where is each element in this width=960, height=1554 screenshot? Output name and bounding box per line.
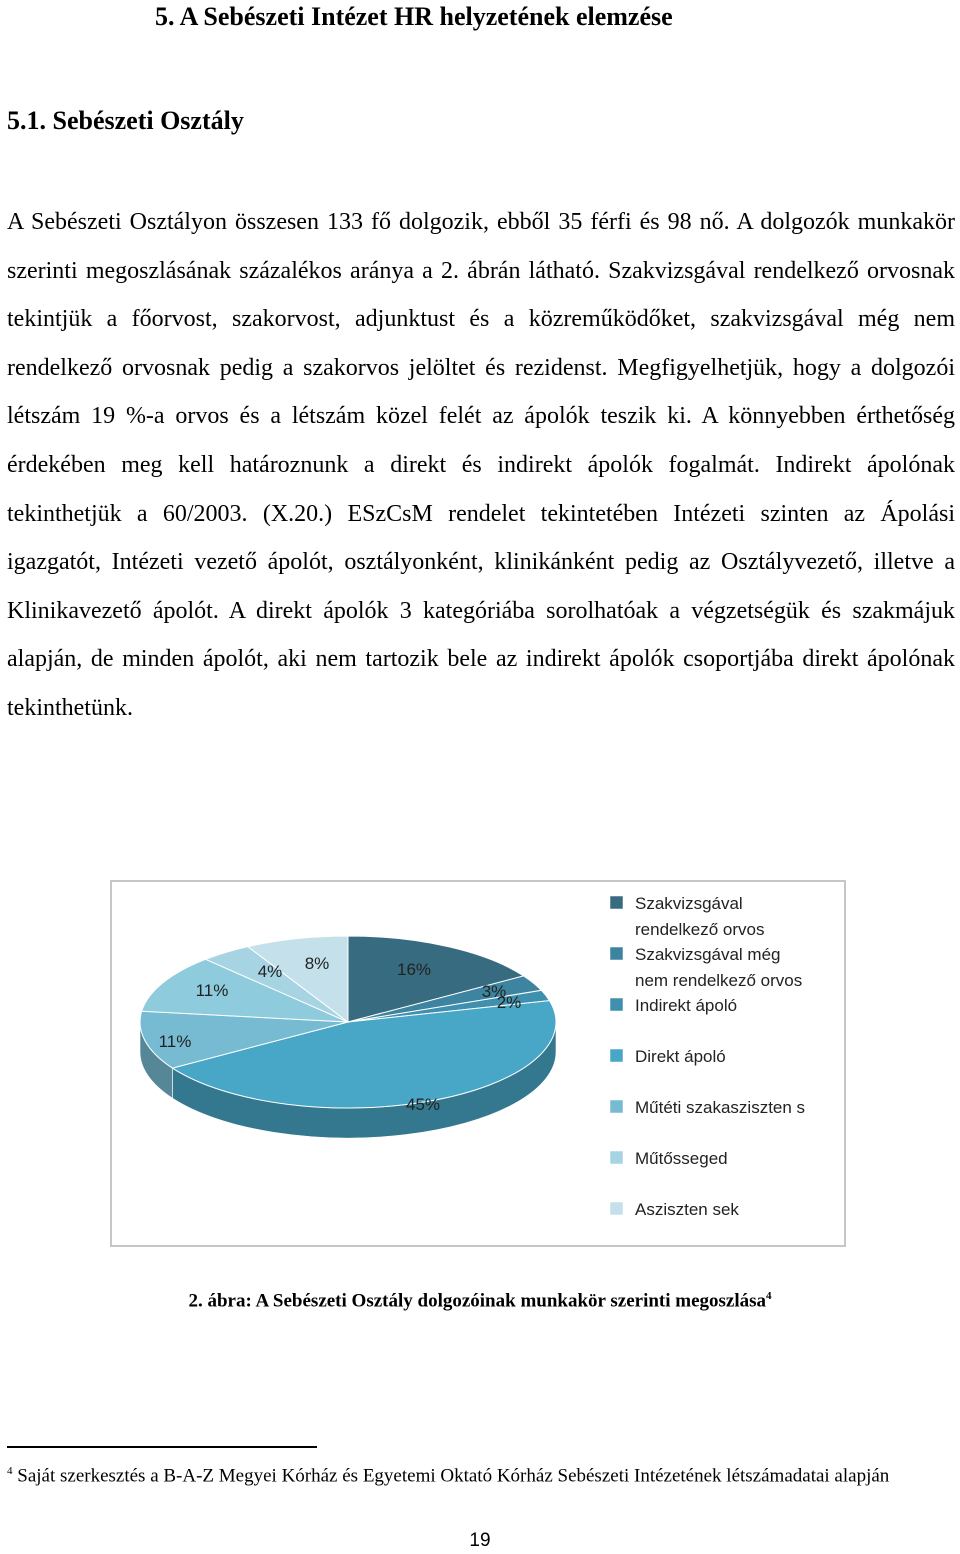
chart-legend xyxy=(610,894,805,1219)
legend-label-5: Műtősseged xyxy=(635,1149,728,1168)
legend-swatch-2 xyxy=(610,998,623,1011)
pie-chart xyxy=(110,880,846,1247)
footnote xyxy=(7,1458,955,1489)
pie-chart-svg xyxy=(112,882,844,1245)
footnote-separator xyxy=(7,1446,317,1448)
chapter-heading: 5. A Sebészeti Intézet HR helyzetének elemzése xyxy=(155,2,673,31)
caption-footnote-ref: 4 xyxy=(766,1290,772,1302)
legend-label-3: Direkt ápoló xyxy=(635,1047,726,1066)
footnote-number: 4 xyxy=(7,1465,13,1477)
legend-label-1: Szakvizsgával még xyxy=(635,945,781,964)
figure-caption xyxy=(0,1290,960,1312)
pie-top-faces xyxy=(140,936,556,1108)
legend-label-0: Szakvizsgával xyxy=(635,894,743,913)
page-number: 19 xyxy=(469,1530,491,1551)
legend-swatch-6 xyxy=(610,1202,623,1215)
pie-label-4: 11% xyxy=(158,1032,192,1051)
legend-swatch-0 xyxy=(610,896,623,909)
figure-caption-text: 2. ábra: A Sebészeti Osztály dolgozóinak munkakör szerinti megoszlása xyxy=(188,1290,767,1312)
body-paragraph: A Sebészeti Osztályon összesen 133 fő dolgozik, ebből 35 férfi és 98 nő. A dolgozók munkakör szerinti megoszlásának százalékos aránya a 2. ábrán látható. Szakvizsgával rendelkező orvosnak tekintjük a főorvost, szakorvost, adjunktust és a közreműködőket, szakvizsgával még nem rendelkező orvosnak pedig a szakorvos jelöltet és rezidenst. Megfigyelhetjük, hogy a dolgozói létszám 19 %-a orvos és a létszám közel felét az ápolók teszik ki. A könnyebben érthetőség érdekében meg kell határoznunk a direkt és indirekt ápolók fogalmát. Indirekt ápolónak tekinthetjük a 60/2003. (X.20.) ESzCsM rendelet tekintetében Intézeti szinten az Ápolási igazgatót, Intézeti vezető ápolót, osztályonként, klinikánként pedig az Osztályvezető, illetve a Klinikavezető ápolót. A direkt ápolók 3 kategóriába sorolhatóak a végzetségük és szakmájuk alapján, de minden ápolót, aki nem tartozik bele az indirekt ápolók csoportjába direkt ápolónak tekinthetünk. xyxy=(7,209,955,721)
pie-label-3: 45% xyxy=(405,1095,441,1114)
pie-label-7: 8% xyxy=(304,954,330,973)
section-heading: 5.1. Sebészeti Osztály xyxy=(7,106,244,135)
pie-label-6: 4% xyxy=(257,962,283,981)
legend-label-4: Műtéti szakasziszten s xyxy=(635,1098,806,1117)
legend-label-6: Asziszten sek xyxy=(635,1200,739,1219)
pie-label-0: 16% xyxy=(396,960,432,979)
legend-label-2: Indirekt ápoló xyxy=(635,996,738,1015)
footnote-text: Saját szerkesztés a B-A-Z Megyei Kórház és Egyetemi Oktató Kórház Sebészeti Intézetének létszámadatai alapján xyxy=(17,1465,890,1487)
legend-label-0-line1: rendelkező orvos xyxy=(635,920,765,939)
pie-label-5: 11% xyxy=(195,981,229,1000)
legend-label-1-line1: nem rendelkező orvos xyxy=(635,971,803,990)
legend-swatch-4 xyxy=(610,1100,623,1113)
pie-label-1: 3% xyxy=(481,982,507,1001)
legend-swatch-5 xyxy=(610,1151,623,1164)
legend-swatch-1 xyxy=(610,947,623,960)
pie-label-2: 2% xyxy=(496,993,522,1012)
legend-swatch-3 xyxy=(610,1049,623,1062)
